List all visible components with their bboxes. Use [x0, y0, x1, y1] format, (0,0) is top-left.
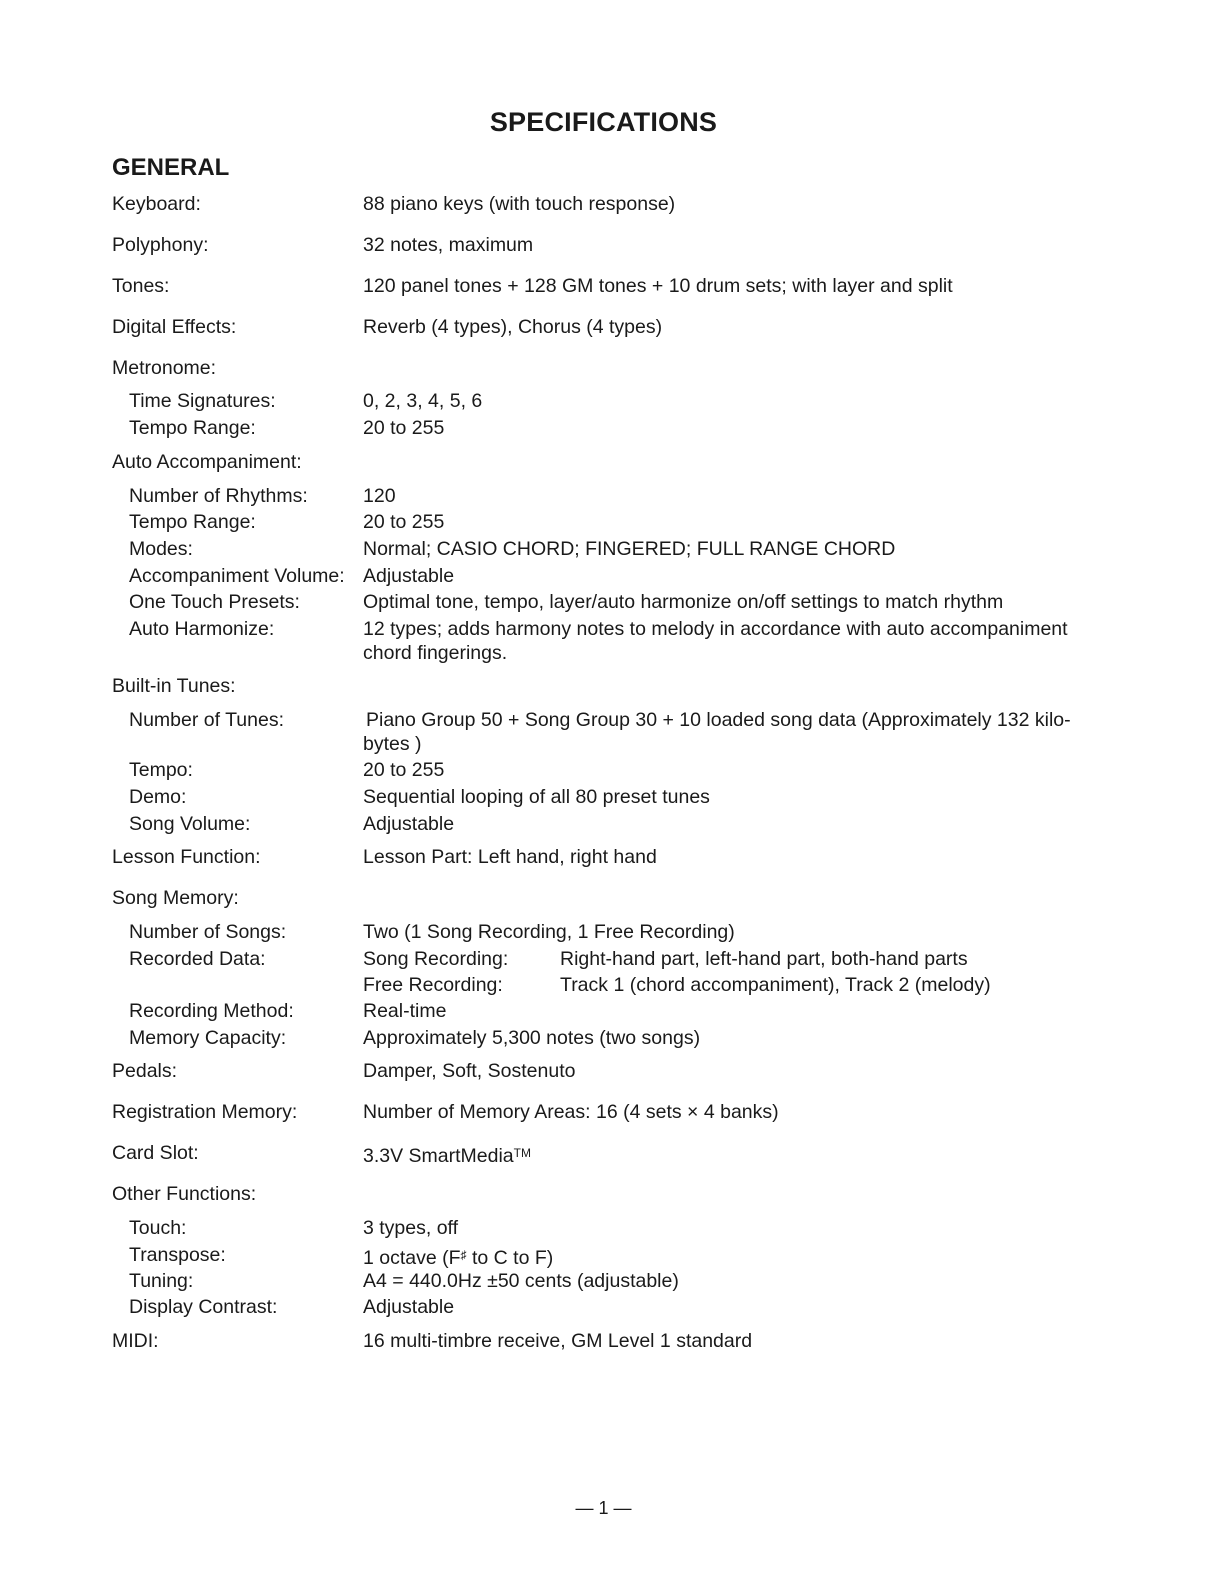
- sm-free-recording-label: Free Recording:: [363, 974, 503, 996]
- pedals-label: Pedals:: [112, 1060, 178, 1082]
- sm-song-recording-label: Song Recording:: [363, 948, 509, 970]
- digital-effects-value: Reverb (4 types), Chorus (4 types): [363, 316, 663, 338]
- aa-tempo-range-value: 20 to 255: [363, 511, 445, 533]
- other-functions-label: Other Functions:: [112, 1183, 257, 1205]
- page-number: — 1 —: [575, 1498, 632, 1518]
- bt-number-of-tunes-value-line1: Piano Group 50 + Song Group 30 + 10 loaded song data (Approximately 132 kilo-: [366, 709, 1071, 731]
- aa-accompaniment-volume-value: Adjustable: [363, 565, 455, 587]
- sm-memory-capacity-label: Memory Capacity:: [129, 1027, 287, 1049]
- metronome-label: Metronome:: [112, 357, 217, 379]
- aa-accompaniment-volume-label: Accompaniment Volume:: [129, 565, 345, 587]
- midi-label: MIDI:: [112, 1330, 159, 1352]
- of-tuning-value: A4 = 440.0Hz ±50 cents (adjustable): [363, 1270, 679, 1292]
- auto-accompaniment-label: Auto Accompaniment:: [112, 451, 302, 473]
- aa-auto-harmonize-label: Auto Harmonize:: [129, 618, 275, 640]
- card-slot-text: 3.3V SmartMedia: [363, 1145, 514, 1167]
- of-display-contrast-label: Display Contrast:: [129, 1296, 278, 1318]
- keyboard-value: 88 piano keys (with touch response): [363, 193, 676, 215]
- keyboard-label: Keyboard:: [112, 193, 201, 215]
- metronome-tempo-range-label: Tempo Range:: [129, 417, 256, 439]
- lesson-function-label: Lesson Function:: [112, 846, 261, 868]
- aa-modes-label: Modes:: [129, 538, 193, 560]
- sm-number-of-songs-label: Number of Songs:: [129, 921, 287, 943]
- bt-tempo-value: 20 to 255: [363, 759, 445, 781]
- aa-one-touch-presets-value: Optimal tone, tempo, layer/auto harmonize on/off settings to match rhythm: [363, 591, 1004, 613]
- card-slot-value: [363, 1140, 531, 1169]
- sharp-sign: ♯: [460, 1248, 467, 1262]
- song-memory-label: Song Memory:: [112, 887, 239, 909]
- polyphony-label: Polyphony:: [112, 234, 209, 256]
- bt-demo-label: Demo:: [129, 786, 187, 808]
- aa-number-of-rhythms-value: 120: [363, 485, 396, 507]
- aa-modes-value: Normal; CASIO CHORD; FINGERED; FULL RANGE CHORD: [363, 538, 896, 560]
- pedals-value: Damper, Soft, Sostenuto: [363, 1060, 576, 1082]
- aa-tempo-range-label: Tempo Range:: [129, 511, 256, 533]
- built-in-tunes-label: Built-in Tunes:: [112, 675, 236, 697]
- page-title: SPECIFICATIONS: [489, 107, 718, 137]
- of-touch-value: 3 types, off: [363, 1217, 459, 1239]
- registration-memory-label: Registration Memory:: [112, 1101, 298, 1123]
- aa-one-touch-presets-label: One Touch Presets:: [129, 591, 300, 613]
- registration-memory-value: Number of Memory Areas: 16 (4 sets × 4 banks): [363, 1101, 779, 1123]
- sm-free-recording-value: Track 1 (chord accompaniment), Track 2 (melody): [560, 974, 991, 996]
- metronome-time-signatures-value: 0, 2, 3, 4, 5, 6: [363, 390, 483, 412]
- sm-number-of-songs-value: Two (1 Song Recording, 1 Free Recording): [363, 921, 735, 943]
- of-transpose-prefix: 1 octave (F: [363, 1247, 461, 1269]
- tones-label: Tones:: [112, 275, 170, 297]
- section-heading-general: GENERAL: [112, 154, 230, 181]
- of-transpose-label: Transpose:: [129, 1244, 226, 1266]
- sm-memory-capacity-value: Approximately 5,300 notes (two songs): [363, 1027, 701, 1049]
- of-display-contrast-value: Adjustable: [363, 1296, 455, 1318]
- metronome-time-signatures-label: Time Signatures:: [129, 390, 276, 412]
- sm-recorded-data-label: Recorded Data:: [129, 948, 266, 970]
- aa-auto-harmonize-value-line2: chord fingerings.: [363, 642, 508, 664]
- bt-number-of-tunes-value-line2: bytes ): [363, 733, 422, 755]
- sm-recording-method-label: Recording Method:: [129, 1000, 294, 1022]
- midi-value: 16 multi-timbre receive, GM Level 1 standard: [363, 1330, 753, 1352]
- bt-tempo-label: Tempo:: [129, 759, 193, 781]
- sm-recording-method-value: Real-time: [363, 1000, 447, 1022]
- card-slot-label: Card Slot:: [112, 1142, 199, 1164]
- digital-effects-label: Digital Effects:: [112, 316, 237, 338]
- metronome-tempo-range-value: 20 to 255: [363, 417, 445, 439]
- trademark-mark: TM: [513, 1146, 531, 1160]
- tones-value: 120 panel tones + 128 GM tones + 10 drum sets; with layer and split: [363, 275, 953, 297]
- of-tuning-label: Tuning:: [129, 1270, 194, 1292]
- of-transpose-suffix: to C to F): [466, 1247, 554, 1269]
- of-touch-label: Touch:: [129, 1217, 187, 1239]
- aa-auto-harmonize-value-line1: 12 types; adds harmony notes to melody in accordance with auto accompaniment: [363, 618, 1068, 640]
- sm-song-recording-value: Right-hand part, left-hand part, both-hand parts: [560, 948, 968, 970]
- polyphony-value: 32 notes, maximum: [363, 234, 534, 256]
- bt-song-volume-label: Song Volume:: [129, 813, 251, 835]
- of-transpose-value: [363, 1242, 553, 1271]
- bt-number-of-tunes-label: Number of Tunes:: [129, 709, 284, 731]
- lesson-function-value: Lesson Part: Left hand, right hand: [363, 846, 657, 868]
- aa-number-of-rhythms-label: Number of Rhythms:: [129, 485, 308, 507]
- bt-song-volume-value: Adjustable: [363, 813, 455, 835]
- bt-demo-value: Sequential looping of all 80 preset tunes: [363, 786, 710, 808]
